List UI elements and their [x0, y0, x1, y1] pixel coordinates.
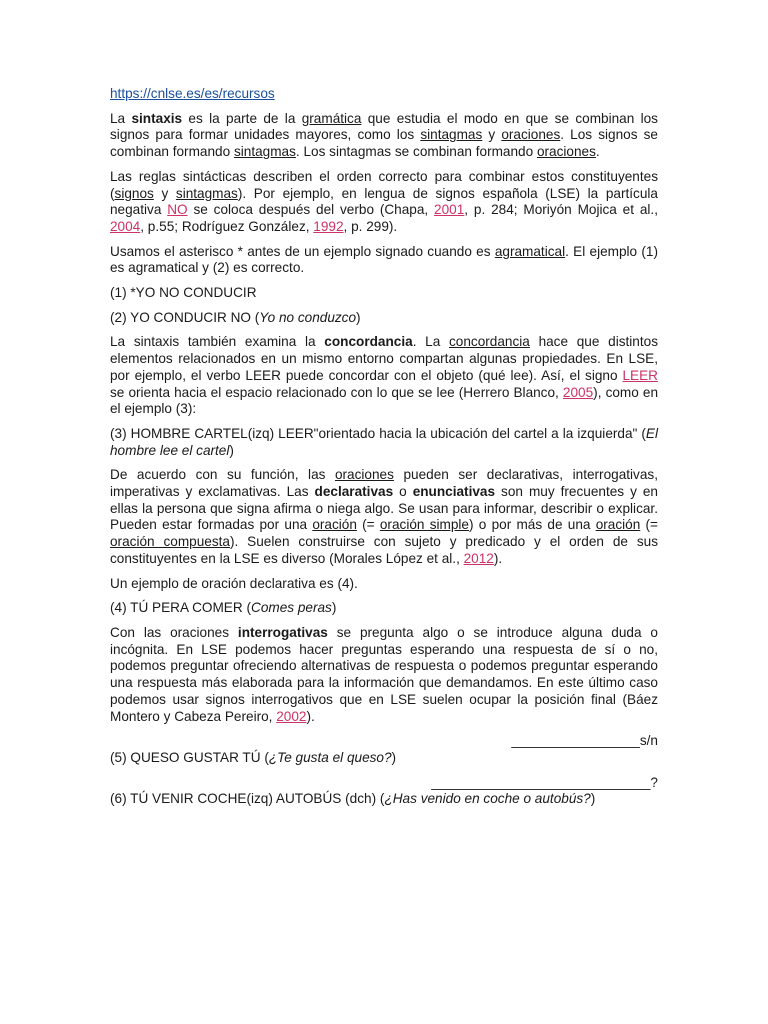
text: Usamos el asterisco * antes de un ejemplo signado cuando es	[110, 243, 495, 259]
link-ref-1992[interactable]: 1992	[313, 218, 344, 234]
text: se orienta hacia el espacio relacionado con lo que se lee (Herrero Blanco,	[110, 384, 563, 400]
text: ) o por más de una	[469, 517, 596, 533]
text: . Los sintagmas se combinan formando	[295, 144, 537, 160]
text: pueden ser declarativas, interrogativas, imperativas y exclamativas. Las	[110, 467, 658, 500]
text: hace que distintos elementos relacionados en un mismo entorno compartan algunas propiedades. En LSE, por ejemplo, el verbo LEER puede concordar con el objeto (qué lee). Así, el signo	[110, 334, 659, 383]
text: se coloca después del verbo (Chapa,	[187, 202, 435, 218]
text: )	[229, 442, 234, 458]
link-ref-2005[interactable]: 2005	[562, 384, 594, 400]
paragraph-declarative	[110, 467, 658, 567]
text: )	[391, 749, 397, 765]
link-oracion[interactable]: oración	[595, 517, 641, 533]
translation: ¿Te gusta el queso?	[268, 749, 392, 765]
link-oraciones[interactable]: oraciones	[334, 467, 394, 483]
term-sintaxis: sintaxis	[131, 110, 183, 126]
text: (4) TÚ PERA COMER (	[110, 600, 251, 616]
text: . La	[412, 334, 449, 350]
example-3	[110, 426, 658, 459]
text: ), como en el ejemplo (3):	[110, 384, 659, 417]
text: . Los signos se combinan formando	[110, 127, 658, 160]
link-agramatical[interactable]: agramatical	[494, 243, 566, 259]
link-sintagmas[interactable]: sintagmas	[175, 185, 238, 201]
term-concordancia: concordancia	[324, 334, 413, 350]
text: se pregunta algo o se introduce alguna duda o incógnita. En LSE podemos hacer preguntas esperando una respuesta de sí o no, podemos preguntar ofreciendo alternativas de respuesta o podemos preguntar esperando una respuesta más elaborada para la información que demandamos. En este último caso podemos usar signos interrogativos que en LSE suelen ocupar la posición final (Báez Montero y Cabeza Pereiro,	[110, 624, 658, 724]
link-ref-2002[interactable]: 2002	[276, 708, 307, 724]
link-oracion[interactable]: oración	[312, 517, 357, 533]
text: Con las oraciones	[110, 624, 238, 640]
example-5-nonmanual-mark: _________________s/n	[511, 733, 658, 749]
link-gramatica[interactable]: gramática	[301, 110, 362, 126]
text: Las reglas sintácticas describen el orden correcto para combinar estos constituyentes (	[110, 168, 658, 201]
link-ref-2012[interactable]: 2012	[463, 550, 494, 566]
text: )	[356, 309, 361, 325]
paragraph-interrogative	[110, 625, 658, 725]
paragraph-concordance	[110, 334, 658, 418]
link-sintagmas[interactable]: sintagmas	[420, 127, 483, 143]
term-declarativas: declarativas	[314, 484, 394, 500]
example-2	[110, 310, 658, 327]
example-5	[110, 750, 658, 767]
term-enunciativas: enunciativas	[412, 484, 496, 500]
paragraph-declarative-example-intro: Un ejemplo de oración declarativa es (4).	[110, 575, 358, 591]
text: (=	[356, 517, 380, 533]
text: , p.55; Rodríguez González,	[140, 218, 314, 234]
link-no-sign[interactable]: NO	[167, 202, 188, 218]
term-interrogativas: interrogativas	[237, 624, 328, 640]
text: )	[590, 791, 596, 807]
text: ). Suelen construirse con sujeto y predicado y el orden de sus constituyentes en la LSE es diverso (Morales López et al.,	[110, 534, 659, 566]
link-signos[interactable]: signos	[114, 185, 154, 201]
translation: El hombre lee el cartel	[110, 425, 658, 458]
text: La sintaxis también examina la	[110, 334, 325, 350]
text: es la parte de la	[182, 110, 302, 126]
example-6-nonmanual-mark: _____________________________?	[431, 774, 658, 790]
link-oracion-compuesta[interactable]: oración compuesta	[110, 534, 230, 550]
text: y	[482, 127, 502, 143]
source-url-link[interactable]: https://cnlse.es/es/recursos	[110, 86, 275, 101]
translation: Yo no conduzco	[259, 309, 357, 325]
link-concordancia[interactable]: concordancia	[449, 334, 530, 350]
link-oracion-simple[interactable]: oración simple	[379, 517, 469, 533]
link-oraciones[interactable]: oraciones	[536, 144, 596, 160]
translation: ¿Has venido en coche o autobús?	[384, 791, 591, 807]
text: (2) YO CONDUCIR NO (	[110, 309, 260, 325]
text: (6) TÚ VENIR COCHE(izq) AUTOBÚS (dch) (	[110, 791, 385, 807]
example-6	[110, 791, 658, 808]
text: ). Por ejemplo, en lengua de signos española (LSE) la partícula negativa	[110, 185, 658, 218]
text: (5) QUESO GUSTAR TÚ (	[110, 749, 269, 765]
text: que estudia el modo en que se combinan los signos para formar unidades mayores, como los	[110, 110, 658, 143]
link-ref-2001[interactable]: 2001	[434, 202, 465, 218]
text: o	[393, 484, 413, 500]
text: (=	[640, 517, 658, 533]
text: son muy frecuentes y en ellas la persona que signa afirma o niega algo. Se usan para informar, describir o explicar. Pueden estar formadas por una	[110, 484, 658, 533]
text: )	[331, 600, 337, 616]
paragraph-syntax-definition	[110, 111, 658, 161]
text: y	[153, 185, 176, 201]
text: ).	[306, 708, 315, 724]
link-leer-sign[interactable]: LEER	[622, 367, 658, 383]
link-ref-2004[interactable]: 2004	[110, 218, 141, 234]
text: .	[595, 144, 600, 160]
translation: Comes peras	[251, 600, 332, 616]
text: . El ejemplo (1) es agramatical y (2) es correcto.	[110, 243, 658, 276]
paragraph-syntactic-rules	[110, 169, 658, 236]
text: , p. 284; Moriyón Mojica et al.,	[464, 202, 658, 218]
link-sintagmas[interactable]: sintagmas	[233, 144, 296, 160]
link-oraciones[interactable]: oraciones	[501, 127, 561, 143]
text: La	[110, 110, 132, 126]
text: (3) HOMBRE CARTEL(izq) LEER"orientado hacia la ubicación del cartel a la izquierda" (	[110, 425, 646, 441]
text: De acuerdo con su función, las	[110, 467, 335, 483]
text: , p. 299).	[343, 218, 398, 234]
text: ).	[493, 550, 503, 566]
paragraph-asterisk	[110, 244, 658, 277]
source-url-line	[110, 86, 658, 103]
example-4	[110, 600, 658, 617]
example-1: (1) *YO NO CONDUCIR	[110, 285, 257, 301]
document-page	[110, 86, 658, 816]
